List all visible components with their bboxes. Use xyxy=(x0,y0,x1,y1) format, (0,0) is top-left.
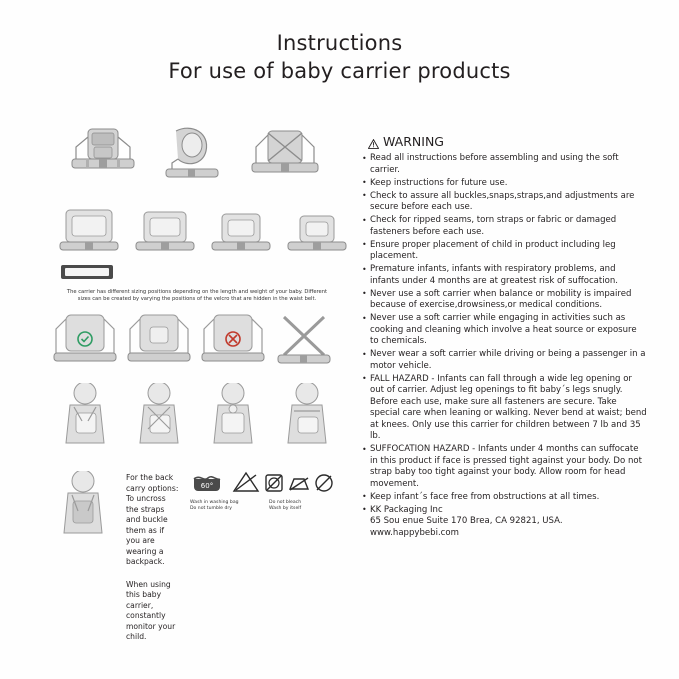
position-incorrect-icon xyxy=(200,311,266,377)
warning-item-suffocation-hazard: • SUFFOCATION HAZARD - Infants under 4 months can suffocate in this product if face is pressed tight against your body. Do not strap baby too tight against your body. Allow room for head movement. xyxy=(362,444,647,490)
warning-item: • Never use a soft carrier while engaging in activities such as cooking and cleaning which involve a heat source or exposure to chemicals. xyxy=(362,313,647,348)
warning-heading xyxy=(368,134,647,149)
company-name: • KK Packaging Inc xyxy=(370,504,443,515)
sizing-position-4-icon xyxy=(286,204,348,260)
company-info xyxy=(362,505,647,540)
illustration-row-care xyxy=(52,469,342,643)
sizing-position-2-icon xyxy=(134,204,196,260)
position-correct-icon xyxy=(52,311,118,377)
monitor-note: When using this baby carrier, constantly monitor your child. xyxy=(126,579,176,642)
page-title xyxy=(0,30,679,85)
carry-step-1-icon xyxy=(52,383,118,455)
warning-item: • Check to assure all buckles,snaps,straps,and adjustments are secure before each use. xyxy=(362,191,647,214)
carrier-front-view-icon xyxy=(68,125,138,190)
waist-belt-detail-icon xyxy=(60,264,342,284)
strap-cross-detail-icon xyxy=(274,311,334,377)
illustration-row-sizing-positions xyxy=(58,204,342,260)
sizing-position-1-icon xyxy=(58,204,120,260)
company-website: www.happybebi.com xyxy=(370,527,459,538)
carry-step-2-icon xyxy=(126,383,192,455)
sizing-caption: The carrier has different sizing positions depending on the length and weight of your baby. Different sizes can be created by varying the positions of the velcro that are hidden in the waist belt. xyxy=(66,289,328,303)
backpack-carry-icon xyxy=(52,471,116,545)
carry-step-4-icon xyxy=(274,383,340,455)
wash-care-symbols xyxy=(190,471,342,512)
warning-item-fall-hazard: • FALL HAZARD - Infants can fall through a wide leg opening or out of carrier. Adjust leg openings to fit baby´s legs snugly. Before each use, make sure all fasteners are secure. Take special care when leaning or walking. Never bend at waist; bend at knees. Only use this carrier for children between 7 lb and 35 lb. xyxy=(362,374,647,443)
wash-care-left-line1: Wash in washing bag xyxy=(190,500,239,506)
warning-item: • Premature infants, infants with respiratory problems, and infants under 4 months are at greatest risk of suffocation. xyxy=(362,264,647,287)
warning-item: • Check for ripped seams, torn straps or fabric or damaged fasteners before each use. xyxy=(362,215,647,238)
illustration-row-position-marks xyxy=(52,311,342,377)
illustration-row-carry-steps xyxy=(52,383,342,455)
illustration-row-carrier-views xyxy=(68,125,342,190)
company-address: 65 Sou enue Suite 170 Brea, CA 92821, USA. xyxy=(370,516,563,526)
wash-care-right-line2: Wash by itself xyxy=(269,506,302,512)
title-line-1: Instructions xyxy=(276,31,403,55)
warning-heading-text: WARNING xyxy=(383,134,444,149)
carrier-hood-view-icon xyxy=(162,125,224,190)
carry-step-3-icon xyxy=(200,383,266,455)
backpack-note: For the back carry options: To uncross the straps and buckle them as if you are wearing a backpack. xyxy=(126,473,179,567)
warning-item: • Never use a soft carrier when balance or mobility is impaired because of exercise,drowsiness,or medical conditions. xyxy=(362,289,647,312)
warning-triangle-icon xyxy=(368,137,379,147)
wash-care-left-line2: Do not tumble dry xyxy=(190,506,232,512)
warning-list xyxy=(362,153,647,539)
warning-column xyxy=(362,134,647,541)
warning-item: • Keep instructions for future use. xyxy=(362,178,647,190)
warning-item: • Ensure proper placement of child in product including leg placement. xyxy=(362,240,647,263)
carrier-back-cross-view-icon xyxy=(248,125,322,190)
wash-care-right-line1: Do not bleach xyxy=(269,500,302,506)
illustration-column xyxy=(52,125,342,643)
warning-item: • Never wear a soft carrier while driving or being a passenger in a motor vehicle. xyxy=(362,349,647,372)
svg-text:60°: 60° xyxy=(200,482,214,491)
warning-item-keep-face-free: • Keep infant´s face free from obstructions at all times. xyxy=(362,492,647,504)
title-line-2: For use of baby carrier products xyxy=(168,59,511,83)
sizing-position-3-icon xyxy=(210,204,272,260)
position-neutral-icon xyxy=(126,311,192,377)
warning-item: • Read all instructions before assembling and using the soft carrier. xyxy=(362,153,647,176)
